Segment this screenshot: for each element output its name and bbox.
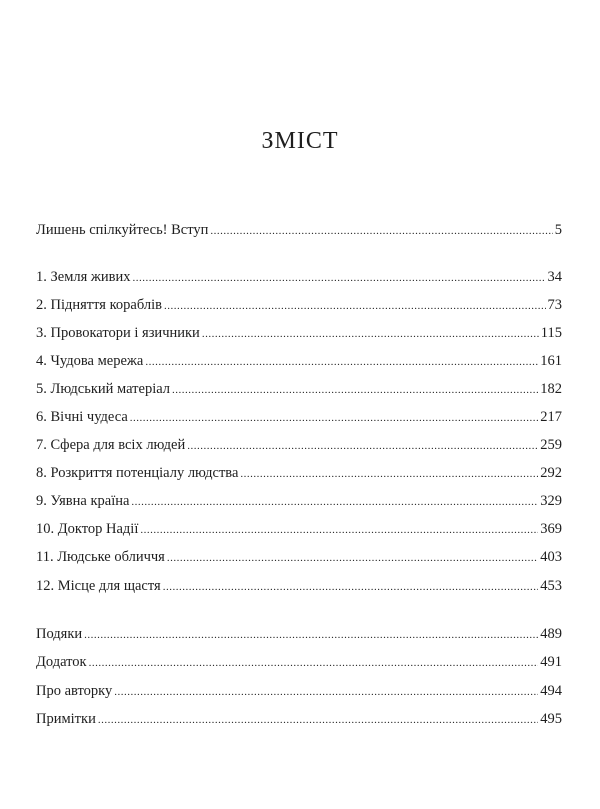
dot-leader — [145, 353, 538, 371]
toc-entry-chapter[interactable] — [36, 352, 562, 370]
toc-entry-page: 494 — [540, 683, 562, 699]
dot-leader — [114, 683, 538, 701]
toc-entry-page: 115 — [540, 325, 562, 341]
dot-leader — [133, 269, 546, 287]
dot-leader — [84, 626, 538, 644]
dot-leader — [89, 654, 539, 672]
dot-leader — [130, 409, 538, 427]
toc-entry-chapter[interactable] — [36, 324, 562, 342]
toc-entry-chapter[interactable] — [36, 548, 562, 566]
toc-entry-label: 7. Сфера для всіх людей — [36, 437, 186, 453]
toc-entry-label: Додаток — [36, 654, 87, 670]
toc-entry-page: 369 — [540, 521, 562, 537]
dot-leader — [210, 222, 552, 240]
toc-entry-page: 182 — [540, 381, 562, 397]
toc-entry-label: Примітки — [36, 711, 96, 727]
toc-entry-label: 2. Підняття кораблів — [36, 297, 162, 313]
toc-entry-back-matter[interactable] — [36, 682, 562, 700]
toc-entry-page: 217 — [540, 409, 562, 425]
dot-leader — [164, 297, 546, 315]
toc-entry-chapter[interactable] — [36, 380, 562, 398]
toc-entry-chapter[interactable] — [36, 436, 562, 454]
toc-entry-label: Лишень спілкуйтесь! Вступ — [36, 222, 209, 238]
toc-entry-label: 1. Земля живих — [36, 269, 131, 285]
toc-entry-label: 10. Доктор Надії — [36, 521, 139, 537]
toc-entry-chapter[interactable] — [36, 520, 562, 538]
toc-entry-back-matter[interactable] — [36, 710, 562, 728]
toc-entry-chapter[interactable] — [36, 268, 562, 286]
toc-entry-page: 495 — [540, 711, 562, 727]
dot-leader — [163, 578, 539, 596]
dot-leader — [202, 325, 539, 343]
toc-entry-page: 403 — [540, 549, 562, 565]
toc-entry-label: 11. Людське обличчя — [36, 549, 165, 565]
toc-entry-page: 292 — [540, 465, 562, 481]
dot-leader — [131, 493, 538, 511]
toc-entry-page: 491 — [540, 654, 562, 670]
toc-entry-chapter[interactable] — [36, 464, 562, 482]
toc-entry-label: 5. Людський матеріал — [36, 381, 171, 397]
toc-entry-page: 73 — [547, 297, 562, 313]
page-title: ЗМІСТ — [261, 128, 339, 154]
toc-entry-back-matter[interactable] — [36, 653, 562, 671]
toc-entry-chapter[interactable] — [36, 296, 562, 314]
toc-entry-label: 6. Вічні чудеса — [36, 409, 128, 425]
toc-entry-page: 161 — [540, 353, 562, 369]
dot-leader — [98, 711, 538, 729]
dot-leader — [240, 465, 538, 483]
toc-entry-label: 4. Чудова мережа — [36, 353, 144, 369]
toc-entry-label: Про авторку — [36, 683, 113, 699]
toc-entry-label: 3. Провокатори і язичники — [36, 325, 200, 341]
dot-leader — [187, 437, 538, 455]
toc-entry-label: Подяки — [36, 626, 83, 642]
toc-entry-label: 9. Уявна країна — [36, 493, 130, 509]
dot-leader — [167, 549, 538, 567]
toc-entry-chapter[interactable] — [36, 492, 562, 510]
dot-leader — [140, 521, 538, 539]
toc-entry-label: 8. Розкриття потенціалу людства — [36, 465, 239, 481]
toc-entry-back-matter[interactable] — [36, 625, 562, 643]
toc-entry-label: 12. Місце для щастя — [36, 578, 161, 594]
dot-leader — [172, 381, 538, 399]
toc-entry-page: 489 — [540, 626, 562, 642]
toc-entry-chapter[interactable] — [36, 408, 562, 426]
toc-entry-page: 5 — [554, 222, 562, 238]
toc-entry-page: 34 — [547, 269, 562, 285]
toc-entry-chapter[interactable] — [36, 577, 562, 595]
toc-entry-page: 329 — [540, 493, 562, 509]
toc-entry-page: 453 — [540, 578, 562, 594]
toc-entry-intro[interactable] — [36, 221, 562, 239]
toc-entry-page: 259 — [540, 437, 562, 453]
